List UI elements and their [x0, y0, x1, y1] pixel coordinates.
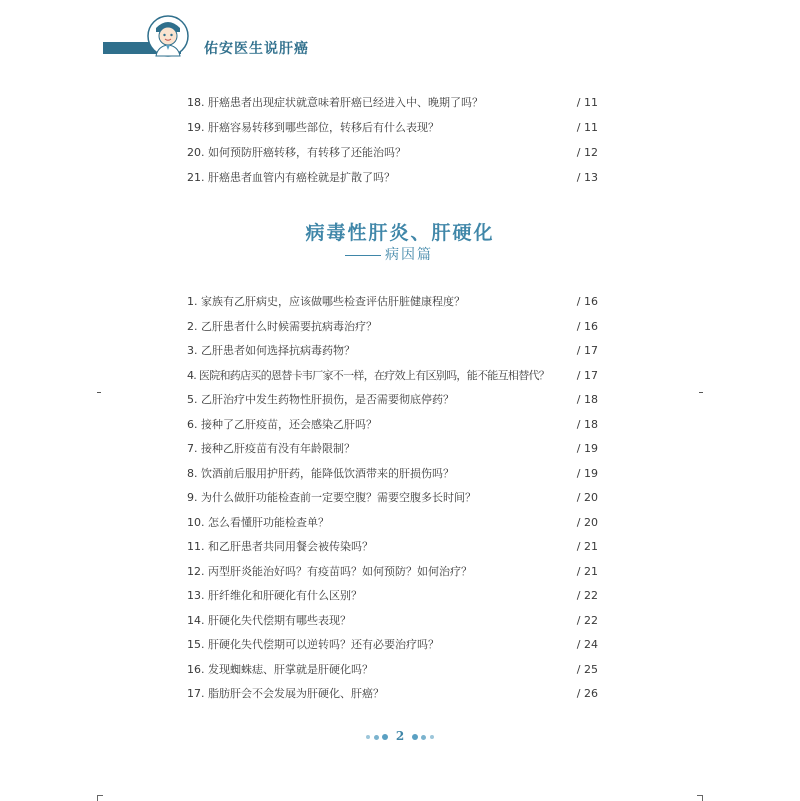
crop-mark	[97, 795, 103, 801]
toc-row[interactable]	[187, 538, 598, 556]
toc-row[interactable]	[187, 144, 598, 162]
crop-mark	[697, 795, 703, 801]
crop-mark	[97, 392, 101, 393]
toc-page: / 13	[576, 171, 598, 184]
toc-page: / 16	[576, 295, 598, 308]
toc-page: / 21	[576, 540, 598, 553]
toc-row[interactable]	[187, 94, 598, 112]
toc-row[interactable]	[187, 293, 598, 311]
toc-question: 2. 乙肝患者什么时候需要抗病毒治疗？	[187, 320, 377, 333]
toc-row[interactable]	[187, 367, 598, 385]
footer-dot	[412, 734, 418, 740]
toc-question: 14. 肝硬化失代偿期有哪些表现？	[187, 614, 351, 627]
toc-page: / 26	[576, 687, 598, 700]
toc-page: / 17	[576, 369, 598, 382]
toc-question: 4. 医院和药店买的恩替卡韦厂家不一样，在疗效上有区别吗，能不能互相替代？	[187, 369, 550, 382]
toc-row[interactable]	[187, 440, 598, 458]
page-footer	[350, 729, 450, 745]
toc-row[interactable]	[187, 318, 598, 336]
toc-question: 20. 如何预防肝癌转移，有转移了还能治吗？	[187, 146, 406, 159]
toc-page: / 21	[576, 565, 598, 578]
toc-page: / 11	[576, 121, 598, 134]
toc-row[interactable]	[187, 661, 598, 679]
header-title: 佑安医生说肝癌	[204, 41, 309, 57]
toc-row[interactable]	[187, 391, 598, 409]
toc-page: / 12	[576, 146, 598, 159]
toc-row[interactable]	[187, 612, 598, 630]
footer-dot	[382, 734, 388, 740]
toc-question: 19. 肝癌容易转移到哪些部位，转移后有什么表现？	[187, 121, 439, 134]
toc-question: 1. 家族有乙肝病史，应该做哪些检查评估肝脏健康程度？	[187, 295, 465, 308]
toc-row[interactable]	[187, 119, 598, 137]
toc-page: / 22	[576, 589, 598, 602]
toc-question: 18. 肝癌患者出现症状就意味着肝癌已经进入中、晚期了吗？	[187, 96, 483, 109]
toc-page: / 18	[576, 393, 598, 406]
toc-page: / 22	[576, 614, 598, 627]
toc-page: / 25	[576, 663, 598, 676]
toc-page: / 11	[576, 96, 598, 109]
toc-page: / 19	[576, 442, 598, 455]
toc-page: / 19	[576, 467, 598, 480]
toc-row[interactable]	[187, 587, 598, 605]
toc-row[interactable]	[187, 169, 598, 187]
toc-question: 17. 脂肪肝会不会发展为肝硬化、肝癌？	[187, 687, 384, 700]
section-title: 病毒性肝炎、肝硬化	[305, 222, 495, 244]
footer-dot	[366, 735, 370, 739]
toc-row[interactable]	[187, 489, 598, 507]
footer-dot	[430, 735, 434, 739]
toc-question: 10. 怎么看懂肝功能检查单？	[187, 516, 329, 529]
toc-question: 15. 肝硬化失代偿期可以逆转吗？还有必要治疗吗？	[187, 638, 439, 651]
toc-row[interactable]	[187, 563, 598, 581]
toc-row[interactable]	[187, 636, 598, 654]
section-subtitle	[345, 244, 433, 264]
page-number: 2	[395, 729, 405, 743]
toc-row[interactable]	[187, 465, 598, 483]
toc-page: / 20	[576, 491, 598, 504]
toc-question: 9. 为什么做肝功能检查前一定要空腹？需要空腹多长时间？	[187, 491, 476, 504]
toc-row[interactable]	[187, 416, 598, 434]
toc-question: 13. 肝纤维化和肝硬化有什么区别？	[187, 589, 362, 602]
toc-page: / 20	[576, 516, 598, 529]
footer-dot	[421, 735, 426, 740]
toc-question: 11. 和乙肝患者共同用餐会被传染吗？	[187, 540, 373, 553]
toc-page: / 16	[576, 320, 598, 333]
toc-page: / 24	[576, 638, 598, 651]
toc-question: 16. 发现蜘蛛痣、肝掌就是肝硬化吗？	[187, 663, 373, 676]
toc-question: 8. 饮酒前后服用护肝药，能降低饮酒带来的肝损伤吗？	[187, 467, 454, 480]
toc-page: / 17	[576, 344, 598, 357]
toc-question: 7. 接种乙肝疫苗有没有年龄限制？	[187, 442, 355, 455]
toc-question: 5. 乙肝治疗中发生药物性肝损伤，是否需要彻底停药？	[187, 393, 454, 406]
toc-question: 6. 接种了乙肝疫苗，还会感染乙肝吗？	[187, 418, 377, 431]
toc-row[interactable]	[187, 685, 598, 703]
toc-page: / 18	[576, 418, 598, 431]
subtitle-dash	[345, 255, 381, 256]
toc-question: 12. 丙型肝炎能治好吗？有疫苗吗？如何预防？如何治疗？	[187, 565, 472, 578]
footer-dot	[374, 735, 379, 740]
toc-question: 3. 乙肝患者如何选择抗病毒药物？	[187, 344, 355, 357]
crop-mark	[699, 392, 703, 393]
toc-row[interactable]	[187, 342, 598, 360]
toc-row[interactable]	[187, 514, 598, 532]
doctor-avatar-icon	[146, 14, 190, 58]
section-subtitle-text: 病因篇	[385, 247, 433, 263]
toc-question: 21. 肝癌患者血管内有癌栓就是扩散了吗？	[187, 171, 395, 184]
